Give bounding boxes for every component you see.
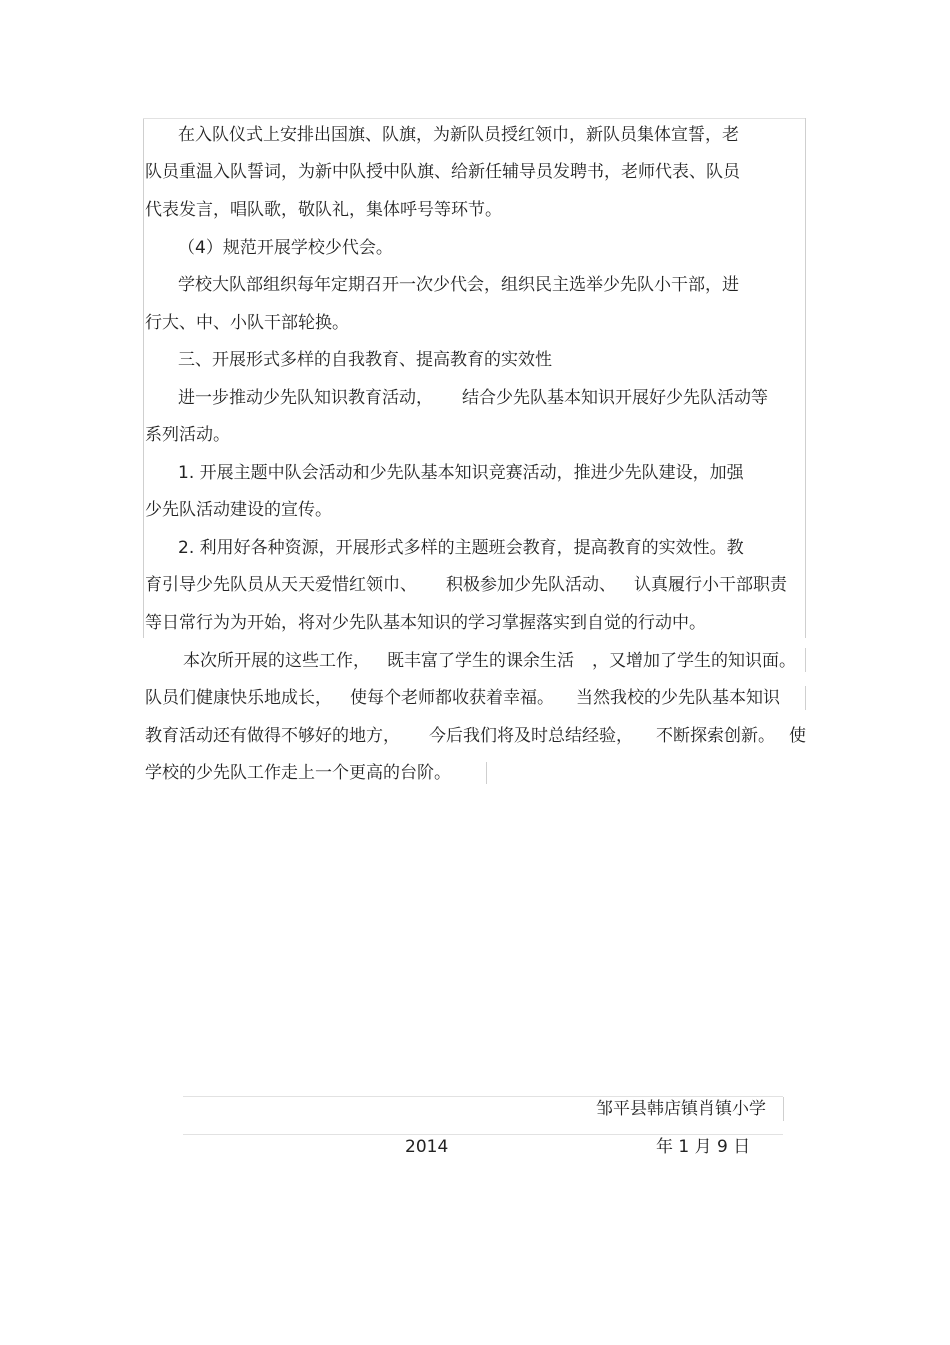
paragraph-line: 系列活动。 — [145, 425, 230, 445]
paragraph-line: 学校大队部组织每年定期召开一次少代会，组织民主选举少先队小干部，进 — [178, 275, 739, 295]
paragraph-line: 使每个老师都收获着幸福。 — [350, 688, 554, 708]
paragraph-line: 教育活动还有做得不够好的地方， — [145, 726, 400, 746]
paragraph-line: 既丰富了学生的课余生活 — [387, 651, 574, 671]
paragraph-line: 少先队活动建设的宣传。 — [145, 500, 332, 520]
paragraph-line: ，又增加了学生的知识面。 — [592, 651, 796, 671]
paragraph-line: 认真履行小干部职责 — [634, 575, 787, 595]
paragraph-line: 行大、中、小队干部轮换。 — [145, 313, 349, 333]
signature-rule — [183, 1096, 783, 1097]
signature-rule — [183, 1134, 783, 1135]
paragraph-line: 积极参加少先队活动、 — [446, 575, 616, 595]
date-year: 2014 — [405, 1137, 449, 1157]
date-month-day: 年 1 月 9 日 — [656, 1137, 751, 1157]
box-right-border — [805, 118, 806, 638]
paragraph-line: 在入队仪式上安排出国旗、队旗，为新队员授红领巾，新队员集体宣誓，老 — [178, 125, 739, 145]
box-top-border — [143, 118, 805, 119]
paragraph-line: 学校的少先队工作走上一个更高的台阶。 — [145, 763, 451, 783]
paragraph-line: 2. 利用好各种资源，开展形式多样的主题班会教育，提高教育的实效性。教 — [178, 538, 744, 558]
paragraph-line: 进一步推动少先队知识教育活动， — [178, 388, 433, 408]
right-margin-mark — [486, 762, 487, 784]
school-name: 邹平县韩店镇肖镇小学 — [596, 1099, 766, 1119]
paragraph-line: 1. 开展主题中队会活动和少先队基本知识竞赛活动，推进少先队建设，加强 — [178, 463, 744, 483]
paragraph-line: 结合少先队基本知识开展好少先队活动等 — [462, 388, 768, 408]
paragraph-line: 不断探索创新。 — [656, 726, 775, 746]
paragraph-line: 等日常行为为开始，将对少先队基本知识的学习掌握落实到自觉的行动中。 — [145, 613, 706, 633]
section-heading: 三、开展形式多样的自我教育、提高教育的实效性 — [178, 350, 552, 370]
paragraph-line: 队员们健康快乐地成长， — [145, 688, 332, 708]
paragraph-line: 使 — [789, 726, 806, 746]
right-margin-mark — [805, 648, 806, 672]
paragraph-line: 今后我们将及时总结经验， — [429, 726, 633, 746]
paragraph-line: 本次所开展的这些工作， — [183, 651, 370, 671]
paragraph-line: 当然我校的少先队基本知识 — [576, 688, 780, 708]
signature-mark — [783, 1097, 784, 1121]
paragraph-line: 育引导少先队员从天天爱惜红领巾、 — [145, 575, 417, 595]
section-heading: （4）规范开展学校少代会。 — [178, 238, 393, 258]
paragraph-line: 队员重温入队誓词，为新中队授中队旗、给新任辅导员发聘书，老师代表、队员 — [145, 162, 740, 182]
paragraph-line: 代表发言，唱队歌，敬队礼，集体呼号等环节。 — [145, 200, 502, 220]
right-margin-mark — [805, 686, 806, 710]
box-left-border — [143, 118, 144, 638]
